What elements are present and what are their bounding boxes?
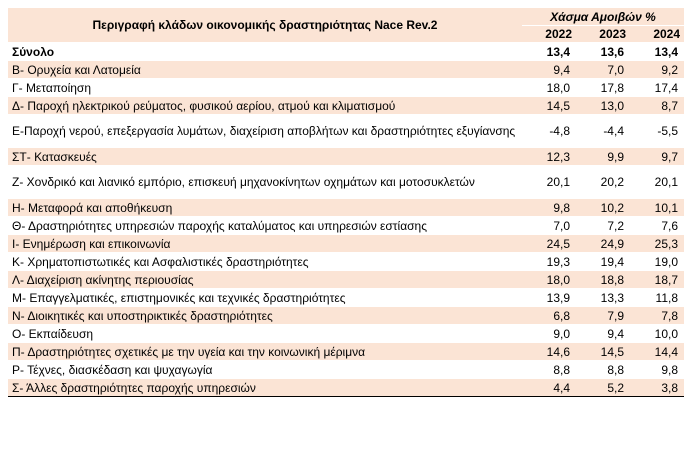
value-2022: 4,4 bbox=[522, 379, 576, 397]
value-2022: 9,4 bbox=[522, 61, 576, 79]
row-label: Ο- Εκπαίδευση bbox=[8, 325, 522, 343]
value-2023: 18,8 bbox=[576, 271, 630, 289]
table-row bbox=[8, 115, 684, 148]
value-2022: 20,1 bbox=[522, 166, 576, 199]
row-label: Δ- Παροχή ηλεκτρικού ρεύματος, φυσικού αερίου, ατμού και κλιματισμού bbox=[8, 97, 522, 115]
value-2022: 18,0 bbox=[522, 79, 576, 97]
row-label: Ν- Διοικητικές και υποστηρικτικές δραστηριότητες bbox=[8, 307, 522, 325]
table-row bbox=[8, 361, 684, 379]
value-2022: 24,5 bbox=[522, 235, 576, 253]
pay-gap-table-container bbox=[8, 8, 684, 397]
table-row bbox=[8, 325, 684, 343]
table-row bbox=[8, 199, 684, 217]
row-label: Ε-Παροχή νερού, επεξεργασία λυμάτων, διαχείριση αποβλήτων και δραστηριότητες εξυγίανσης bbox=[8, 115, 522, 148]
value-2022: 6,8 bbox=[522, 307, 576, 325]
value-2024: 7,6 bbox=[630, 217, 684, 235]
description-column-header: Περιγραφή κλάδων οικονομικής δραστηριότητας Nace Rev.2 bbox=[8, 8, 522, 43]
table-row bbox=[8, 289, 684, 307]
value-2024: 3,8 bbox=[630, 379, 684, 397]
row-label: Σ- Άλλες δραστηριότητες παροχής υπηρεσιών bbox=[8, 379, 522, 397]
row-label: Β- Ορυχεία και Λατομεία bbox=[8, 61, 522, 79]
value-2024: 8,7 bbox=[630, 97, 684, 115]
table-row bbox=[8, 148, 684, 166]
row-label: Γ- Μεταποίηση bbox=[8, 79, 522, 97]
value-2022: 7,0 bbox=[522, 217, 576, 235]
value-2024: 11,8 bbox=[630, 289, 684, 307]
value-2024: 9,8 bbox=[630, 361, 684, 379]
table-row bbox=[8, 166, 684, 199]
year-header-2022: 2022 bbox=[522, 26, 576, 43]
year-header-2024: 2024 bbox=[630, 26, 684, 43]
value-2024: 7,8 bbox=[630, 307, 684, 325]
value-2023: 10,2 bbox=[576, 199, 630, 217]
value-2024: 9,7 bbox=[630, 148, 684, 166]
value-2023: 20,2 bbox=[576, 166, 630, 199]
value-2024: 18,7 bbox=[630, 271, 684, 289]
value-2022: 14,6 bbox=[522, 343, 576, 361]
table-row bbox=[8, 61, 684, 79]
row-label: ΣΤ- Κατασκευές bbox=[8, 148, 522, 166]
value-2022: 9,0 bbox=[522, 325, 576, 343]
row-label: Σύνολο bbox=[8, 43, 522, 61]
value-2023: 13,6 bbox=[576, 43, 630, 61]
row-label: Λ- Διαχείριση ακίνητης περιουσίας bbox=[8, 271, 522, 289]
row-label: Η- Μεταφορά και αποθήκευση bbox=[8, 199, 522, 217]
value-2023: 24,9 bbox=[576, 235, 630, 253]
value-2022: -4,8 bbox=[522, 115, 576, 148]
row-label: Μ- Επαγγελματικές, επιστημονικές και τεχνικές δραστηριότητες bbox=[8, 289, 522, 307]
value-2023: 13,3 bbox=[576, 289, 630, 307]
value-2024: -5,5 bbox=[630, 115, 684, 148]
value-2024: 13,4 bbox=[630, 43, 684, 61]
row-label: Κ- Χρηματοπιστωτικές και Ασφαλιστικές δραστηριότητες bbox=[8, 253, 522, 271]
value-2023: 5,2 bbox=[576, 379, 630, 397]
table-row bbox=[8, 235, 684, 253]
value-2022: 13,9 bbox=[522, 289, 576, 307]
value-2022: 13,4 bbox=[522, 43, 576, 61]
row-label: Ι- Ενημέρωση και επικοινωνία bbox=[8, 235, 522, 253]
row-label: Ζ- Χονδρικό και λιανικό εμπόριο, επισκευή μηχανοκίνητων οχημάτων και μοτοσυκλετών bbox=[8, 166, 522, 199]
value-2023: 7,0 bbox=[576, 61, 630, 79]
table-row bbox=[8, 97, 684, 115]
value-2022: 9,8 bbox=[522, 199, 576, 217]
row-label: Π- Δραστηριότητες σχετικές με την υγεία και την κοινωνική μέριμνα bbox=[8, 343, 522, 361]
table-row bbox=[8, 343, 684, 361]
value-2024: 10,1 bbox=[630, 199, 684, 217]
value-2022: 19,3 bbox=[522, 253, 576, 271]
value-2023: 7,2 bbox=[576, 217, 630, 235]
value-2024: 25,3 bbox=[630, 235, 684, 253]
value-2023: -4,4 bbox=[576, 115, 630, 148]
table-row bbox=[8, 253, 684, 271]
value-2023: 7,9 bbox=[576, 307, 630, 325]
value-2024: 19,0 bbox=[630, 253, 684, 271]
value-2023: 8,8 bbox=[576, 361, 630, 379]
value-2024: 14,4 bbox=[630, 343, 684, 361]
value-2023: 9,9 bbox=[576, 148, 630, 166]
pay-gap-group-header: Χάσμα Αμοιβών % bbox=[522, 8, 684, 26]
table-row bbox=[8, 307, 684, 325]
value-2023: 17,8 bbox=[576, 79, 630, 97]
value-2022: 18,0 bbox=[522, 271, 576, 289]
table-row bbox=[8, 271, 684, 289]
value-2022: 14,5 bbox=[522, 97, 576, 115]
value-2024: 10,0 bbox=[630, 325, 684, 343]
value-2023: 13,0 bbox=[576, 97, 630, 115]
value-2023: 9,4 bbox=[576, 325, 630, 343]
value-2024: 20,1 bbox=[630, 166, 684, 199]
table-row bbox=[8, 379, 684, 397]
row-label: Θ- Δραστηριότητες υπηρεσιών παροχής καταλύματος και υπηρεσιών εστίασης bbox=[8, 217, 522, 235]
value-2023: 19,4 bbox=[576, 253, 630, 271]
value-2024: 17,4 bbox=[630, 79, 684, 97]
pay-gap-table bbox=[8, 8, 684, 397]
value-2023: 14,5 bbox=[576, 343, 630, 361]
row-label: Ρ- Τέχνες, διασκέδαση και ψυχαγωγία bbox=[8, 361, 522, 379]
table-row bbox=[8, 217, 684, 235]
year-header-2023: 2023 bbox=[576, 26, 630, 43]
value-2022: 8,8 bbox=[522, 361, 576, 379]
table-row bbox=[8, 79, 684, 97]
value-2022: 12,3 bbox=[522, 148, 576, 166]
value-2024: 9,2 bbox=[630, 61, 684, 79]
table-row-total bbox=[8, 43, 684, 61]
